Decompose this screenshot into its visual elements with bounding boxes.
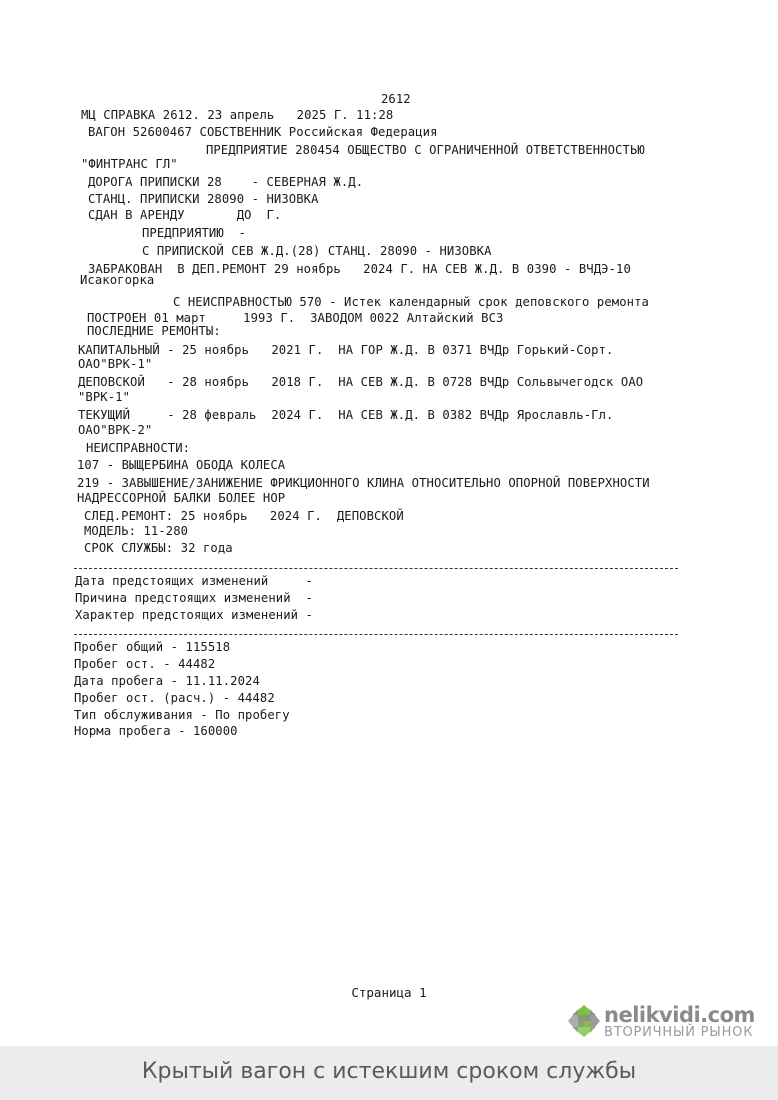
doc-line-enterprise: ПРЕДПРИЯТИЕ 280454 ОБЩЕСТВО С ОГРАНИЧЕННОЙ ОТВЕТСТВЕННОСТЬЮ [206, 143, 645, 157]
doc-line-fault-219-cont: НАДРЕССОРНОЙ БАЛКИ БОЛЕЕ НОР [77, 491, 286, 505]
doc-line-lease: СДАН В АРЕНДУ ДО Г. [88, 208, 282, 222]
doc-line-station: СТАНЦ. ПРИПИСКИ 28090 - НИЗОВКА [88, 192, 319, 206]
doc-line-lease-station: С ПРИПИСКОЙ СЕВ Ж.Д.(28) СТАНЦ. 28090 - НИЗОВКА [142, 244, 492, 258]
doc-line-repair-depot: ДЕПОВСКОЙ - 28 ноябрь 2018 Г. НА СЕВ Ж.Д. В 0728 ВЧДр Сольвычегодск ОАО [78, 375, 644, 389]
doc-line-mileage-calc: Пробег ост. (расч.) - 44482 [74, 691, 275, 705]
doc-line-wagon: ВАГОН 52600467 СОБСТВЕННИК Российская Федерация [88, 125, 438, 139]
doc-line-repair-current: ТЕКУЩИЙ - 28 февраль 2024 Г. НА СЕВ Ж.Д. В 0382 ВЧДр Ярославль-Гл. [78, 408, 614, 422]
doc-line-page-number: 2612 [381, 92, 411, 106]
doc-line-repair-depot-cont: "ВРК-1" [78, 390, 131, 404]
doc-line-repairs-title: ПОСЛЕДНИЕ РЕМОНТЫ: [87, 324, 221, 338]
doc-line-repair-capital-cont: ОАО"ВРК-1" [78, 357, 153, 371]
doc-line-mileage-date: Дата пробега - 11.11.2024 [74, 674, 260, 688]
doc-line-change-nature: Характер предстоящих изменений - [75, 608, 313, 622]
doc-line-service-type: Тип обслуживания - По пробегу [74, 708, 290, 722]
dashed-separator [74, 634, 678, 635]
doc-line-built: ПОСТРОЕН 01 март 1993 Г. ЗАВОДОМ 0022 Алтайский ВСЗ [87, 311, 504, 325]
recycle-arrows-icon [566, 1003, 602, 1043]
caption-text: Крытый вагон с истекшим сроком службы [141, 1059, 637, 1084]
doc-line-faults-title: НЕИСПРАВНОСТИ: [86, 441, 191, 455]
doc-line-repair-capital: КАПИТАЛЬНЫЙ - 25 ноябрь 2021 Г. НА ГОР Ж.Д. В 0371 ВЧДр Горький-Сорт. [78, 343, 614, 357]
doc-line-header: МЦ СПРАВКА 2612. 23 апрель 2025 Г. 11:28 [81, 108, 394, 122]
doc-line-fault-219: 219 - ЗАВЫШЕНИЕ/ЗАНИЖЕНИЕ ФРИКЦИОННОГО КЛИНА ОТНОСИТЕЛЬНО ОПОРНОЙ ПОВЕРХНОСТИ [77, 476, 650, 490]
doc-line-fault-107: 107 - ВЫЩЕРБИНА ОБОДА КОЛЕСА [77, 458, 286, 472]
doc-line-enterprise-name: "ФИНТРАНС ГЛ" [81, 157, 178, 171]
watermark-brand: nelikvidi.com [604, 1003, 755, 1027]
doc-line-road: ДОРОГА ПРИПИСКИ 28 - СЕВЕРНАЯ Ж.Д. [88, 175, 364, 189]
doc-line-next-repair: СЛЕД.РЕМОНТ: 25 ноябрь 2024 Г. ДЕПОВСКОЙ [84, 509, 404, 523]
doc-line-fault: С НЕИСПРАВНОСТЬЮ 570 - Истек календарный срок деповского ремонта [173, 295, 649, 309]
doc-line-mileage-remaining: Пробег ост. - 44482 [74, 657, 216, 671]
doc-line-rejected: ЗАБРАКОВАН В ДЕП.РЕМОНТ 29 ноябрь 2024 Г. НА СЕВ Ж.Д. В 0390 - ВЧДЭ-10 [88, 262, 631, 276]
doc-line-service-life: СРОК СЛУЖБЫ: 32 года [84, 541, 233, 555]
doc-line-rejected-station: Исакогорка [80, 273, 155, 287]
doc-line-repair-current-cont: ОАО"ВРК-2" [78, 423, 153, 437]
watermark-logo [566, 1003, 766, 1043]
doc-line-mileage-total: Пробег общий - 115518 [74, 640, 231, 654]
page-label: Страница 1 [351, 985, 427, 1000]
doc-line-model: МОДЕЛЬ: 11-280 [84, 524, 189, 538]
doc-line-change-date: Дата предстоящих изменений - [75, 574, 313, 588]
dashed-separator [74, 568, 678, 569]
caption-bar [0, 1046, 778, 1100]
doc-line-lease-enterprise: ПРЕДПРИЯТИЮ - [142, 226, 247, 240]
watermark-tagline: ВТОРИЧНЫЙ РЫНОК [604, 1025, 754, 1040]
doc-line-change-reason: Причина предстоящих изменений - [75, 591, 313, 605]
doc-line-mileage-norm: Норма пробега - 160000 [74, 724, 238, 738]
